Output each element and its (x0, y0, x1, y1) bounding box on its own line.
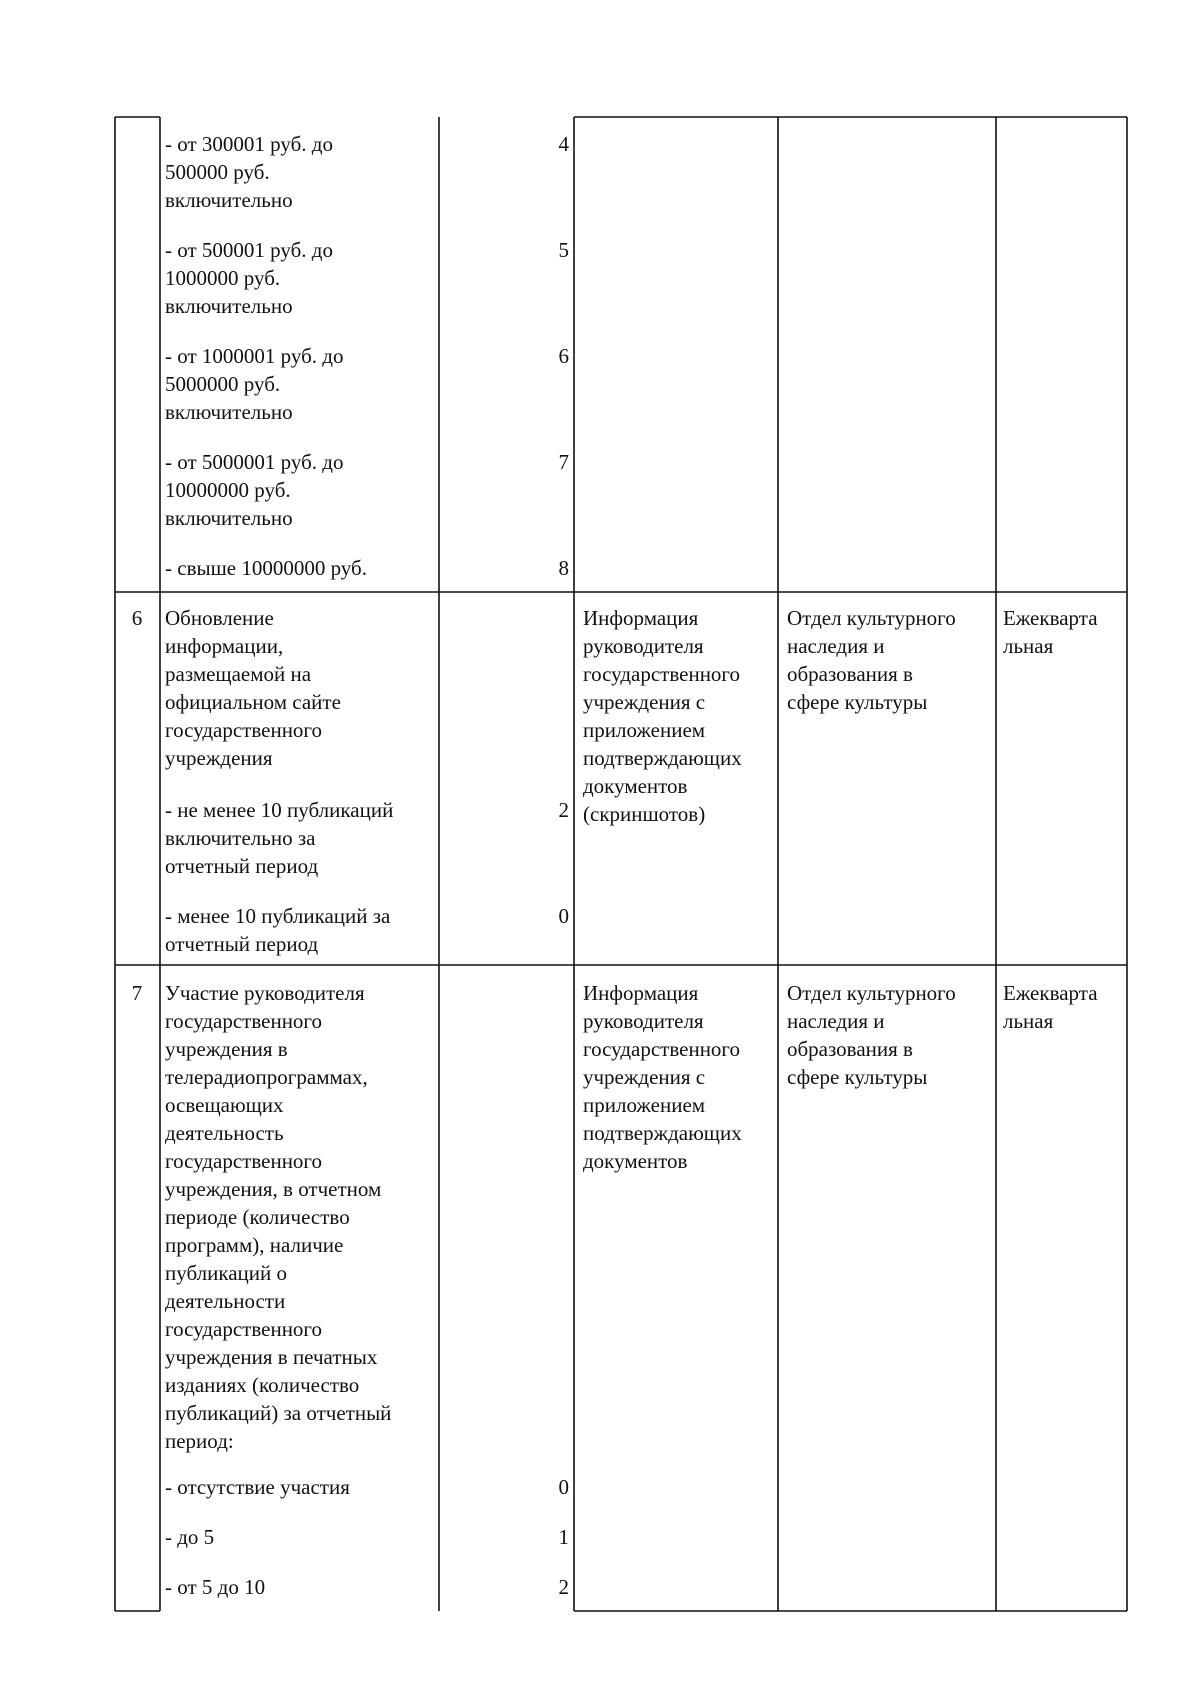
row-number: 6 (131, 606, 143, 630)
option-score: 7 (558, 450, 569, 474)
row-number: 7 (131, 981, 143, 1005)
option-score: 1 (558, 1525, 569, 1549)
option-score: 0 (558, 904, 569, 928)
department-text: Отдел культурного наследия и образования в сфере культуры (787, 981, 956, 1089)
option-label: - до 5 (165, 1525, 215, 1549)
option-label: - от 500001 руб. до 1000000 руб. включительно (165, 238, 333, 318)
option-score: 6 (558, 344, 569, 368)
option-label: - не менее 10 публикаций включительно за отчетный период (165, 798, 394, 878)
periodicity-text: Ежекварта льная (1003, 981, 1098, 1033)
option-score: 5 (558, 238, 569, 262)
option-label: - отсутствие участия (165, 1475, 350, 1499)
option-label: - от 5 до 10 (165, 1575, 266, 1599)
option-score: 2 (558, 1575, 569, 1599)
option-label: - от 5000001 руб. до 10000000 руб. включительно (165, 450, 344, 530)
option-score: 8 (558, 556, 569, 580)
criterion-text: Обновление информации, размещаемой на официальном сайте государственного учреждения (165, 606, 341, 770)
department-text: Отдел культурного наследия и образования в сфере культуры (787, 606, 956, 714)
option-score: 4 (558, 132, 569, 156)
source-text: Информация руководителя государственного учреждения с приложением подтверждающих документов (583, 981, 742, 1173)
option-label: - от 1000001 руб. до 5000000 руб. включительно (165, 344, 344, 424)
option-label: - менее 10 публикаций за отчетный период (165, 904, 391, 956)
option-score: 0 (558, 1475, 569, 1499)
option-label: - свыше 10000000 руб. (165, 556, 367, 580)
periodicity-text: Ежекварта льная (1003, 606, 1098, 658)
option-score: 2 (558, 798, 569, 822)
source-text: Информация руководителя государственного учреждения с приложением подтверждающих документов (скриншотов) (583, 606, 742, 826)
option-label: - от 300001 руб. до 500000 руб. включительно (165, 132, 333, 212)
criterion-text: Участие руководителя государственного учреждения в телерадиопрограммах, освещающих деятельность государственного учреждения, в отчетном периоде (количество программ), наличие публикаций о деятельности государственного учреждения в печатных изданиях (количество публикаций) за отчетный период: (165, 981, 392, 1453)
